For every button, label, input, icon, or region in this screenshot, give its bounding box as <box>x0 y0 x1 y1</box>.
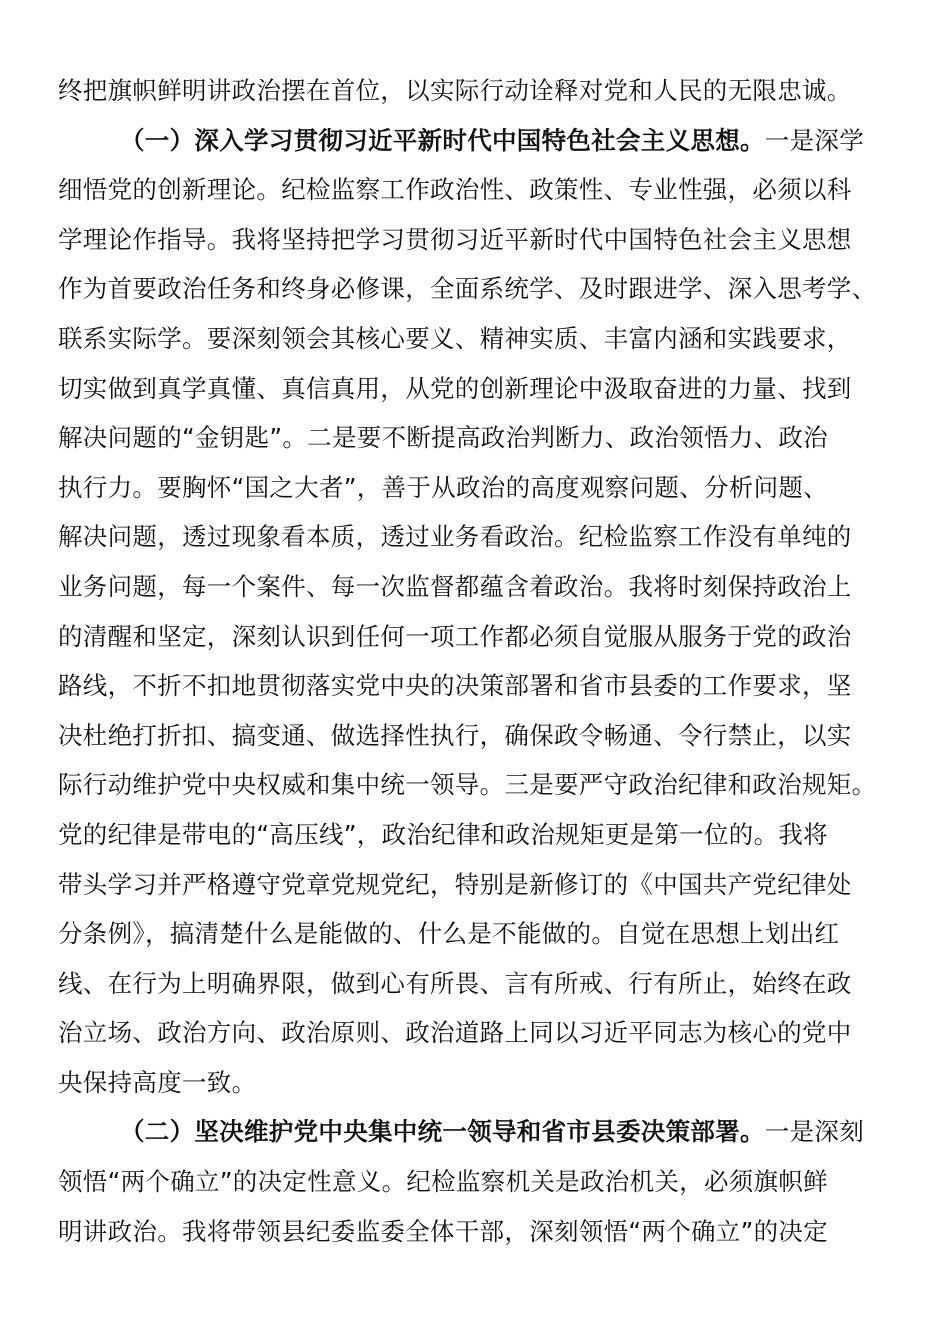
paragraph-line: 决杜绝打折扣、搞变通、做选择性执行，确保政令畅通、令行禁止，以实 <box>58 720 852 750</box>
paragraph-line: 作为首要政治任务和终身必修课，全面系统学、及时跟进学、深入思考学、 <box>58 274 877 304</box>
paragraph-line: 业务问题，每一个案件、每一次监督都蕴含着政治。我将时刻保持政治上 <box>58 571 852 601</box>
paragraph-line: 央保持高度一致。 <box>58 1067 257 1097</box>
paragraph-text: 一是深刻 <box>764 1117 864 1147</box>
paragraph-line: 领悟“两个确立”的决定性意义。纪检监察机关是政治机关，必须旗帜鲜 <box>58 1167 828 1197</box>
paragraph-line: 线、在行为上明确界限，做到心有所畏、言有所戒、行有所止，始终在政 <box>58 968 852 998</box>
document-page <box>58 66 880 1256</box>
section-heading-line <box>58 1107 880 1157</box>
paragraph-line: 联系实际学。要深刻领会其核心要义、精神实质、丰富内涵和实践要求， <box>58 323 852 353</box>
paragraph-line: 终把旗帜鲜明讲政治摆在首位，以实际行动诠释对党和人民的无限忠诚。 <box>58 76 852 105</box>
paragraph-line: 明讲政治。我将带领县纪委监委全体干部，深刻领悟“两个确立”的决定 <box>58 1216 828 1246</box>
section-heading: （二）坚决维护党中央集中统一领导和省市县委决策部署。 <box>120 1117 765 1147</box>
paragraph-line: 际行动维护党中央权威和集中统一领导。三是要严守政治纪律和政治规矩。 <box>58 770 877 800</box>
paragraph-line: 治立场、政治方向、政治原则、政治道路上同以习近平同志为核心的党中 <box>58 1018 852 1048</box>
paragraph-line: 切实做到真学真懂、真信真用，从党的创新理论中汲取奋进的力量、找到 <box>58 373 852 403</box>
paragraph-line: 学理论作指导。我将坚持把学习贯彻习近平新时代中国特色社会主义思想 <box>58 224 852 254</box>
section-heading-line <box>58 116 880 166</box>
section-heading: （一）深入学习贯彻习近平新时代中国特色社会主义思想。 <box>120 125 765 155</box>
paragraph-line: 分条例》，搞清楚什么是能做的、什么是不能做的。自觉在思想上划出红 <box>58 919 840 949</box>
paragraph-line: 党的纪律是带电的“高压线”，政治纪律和政治规矩更是第一位的。我将 <box>58 819 828 849</box>
paragraph-line: 路线，不折不扣地贯彻落实党中央的决策部署和省市县委的工作要求，坚 <box>58 671 852 701</box>
paragraph-text: 一是深学 <box>764 125 864 155</box>
paragraph-line: 解决问题，透过现象看本质，透过业务看政治。纪检监察工作没有单纯的 <box>58 522 852 552</box>
paragraph-line: 细悟党的创新理论。纪检监察工作政治性、政策性、专业性强，必须以科 <box>58 175 852 205</box>
paragraph-line: 解决问题的“金钥匙”。二是要不断提高政治判断力、政治领悟力、政治 <box>58 423 828 453</box>
paragraph-line: 执行力。要胸怀“国之大者”，善于从政治的高度观察问题、分析问题、 <box>58 472 828 502</box>
paragraph-line: 的清醒和坚定，深刻认识到任何一项工作都必须自觉服从服务于党的政治 <box>58 621 852 651</box>
paragraph-line: 带头学习并严格遵守党章党规党纪，特别是新修订的《中国共产党纪律处 <box>58 869 852 899</box>
